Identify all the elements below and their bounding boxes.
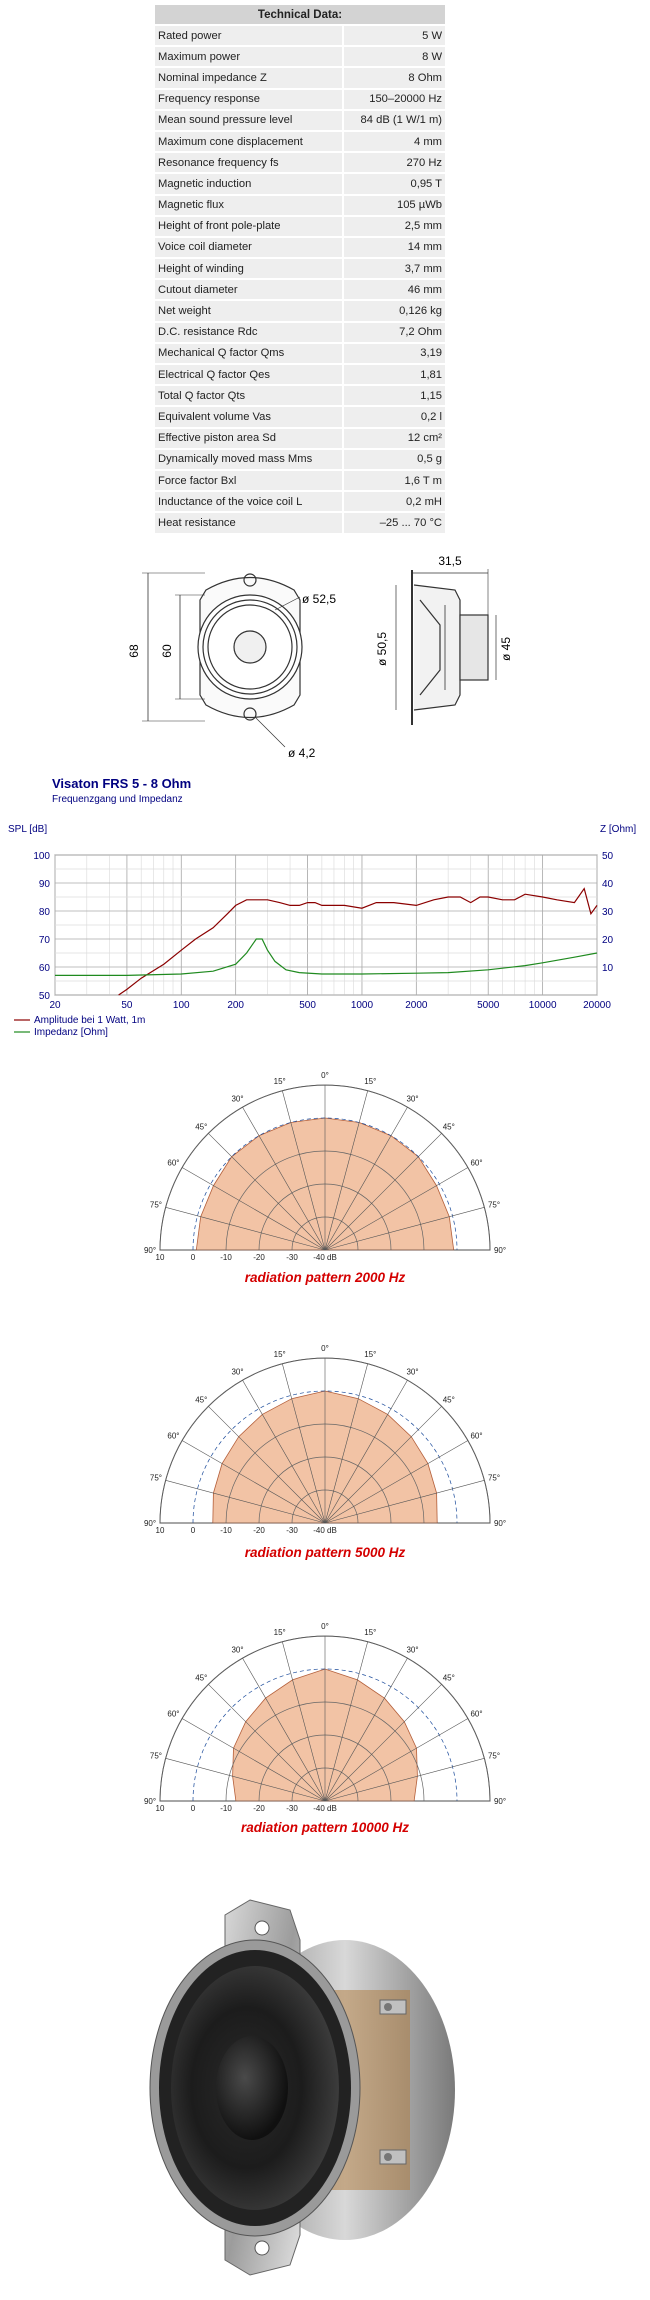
polar-angle-label: 30°: [406, 1094, 419, 1104]
spec-row: [155, 131, 445, 152]
spec-label: Voice coil diameter: [155, 237, 343, 258]
polar-angle-label: 30°: [231, 1367, 244, 1377]
x-tick-label: 50: [121, 1000, 133, 1011]
spec-label: Heat resistance: [155, 512, 343, 532]
dim-4-2-label: ø 4,2: [288, 746, 316, 760]
dim-45-label: ø 45: [499, 636, 513, 662]
polar-angle-label: 30°: [231, 1094, 244, 1104]
spec-label: Maximum power: [155, 46, 343, 67]
polar-chart-10000hz: [0, 1616, 650, 1816]
side-view-drawing: [396, 569, 496, 725]
dim-50-5-label: ø 50,5: [375, 631, 389, 667]
polar-angle-label: 90°: [143, 1519, 157, 1528]
x-tick-label: 100: [172, 1000, 190, 1011]
spec-label: Electrical Q factor Qes: [155, 364, 343, 385]
spec-value: 5 W: [343, 25, 445, 46]
spec-label: Net weight: [155, 300, 343, 321]
polar-db-label: -20: [253, 1526, 265, 1535]
spec-label: Equivalent volume Vas: [155, 406, 343, 427]
spec-row: [155, 237, 445, 258]
spec-value: 14 mm: [343, 237, 445, 258]
dimension-drawing: [0, 545, 650, 765]
polar-angle-label: 15°: [273, 1076, 286, 1086]
spec-row: [155, 491, 445, 512]
polar-angle-label: 45°: [442, 1673, 455, 1683]
spec-value: 2,5 mm: [343, 216, 445, 237]
spec-label: Effective piston area Sd: [155, 428, 343, 449]
dim-31-5-label: 31,5: [438, 554, 462, 568]
polar-db-label: -40 dB: [313, 1526, 337, 1535]
spec-value: 0,2 l: [343, 406, 445, 427]
polar-angle-label: 45°: [195, 1122, 208, 1132]
polar-angle-label: 15°: [364, 1627, 377, 1637]
x-tick-label: 10000: [528, 1000, 557, 1011]
spec-value: 3,7 mm: [343, 258, 445, 279]
dim-68-label: 68: [127, 644, 141, 658]
technical-data-table: [155, 5, 445, 533]
polar-db-label: -30: [286, 1804, 298, 1813]
x-tick-label: 500: [299, 1000, 316, 1011]
chart-title: Visaton FRS 5 - 8 Ohm: [52, 776, 192, 791]
spec-row: [155, 152, 445, 173]
spec-row: [155, 300, 445, 321]
spec-value: 1,6 T m: [343, 470, 445, 491]
polar-angle-label: 75°: [487, 1751, 501, 1761]
frequency-response-chart: [0, 770, 650, 1045]
polar-db-label: -10: [220, 1253, 232, 1262]
polar-angle-label: 90°: [493, 1519, 507, 1528]
dim-52-5-label: ø 52,5: [302, 592, 337, 606]
polar-angle-label: 15°: [273, 1349, 286, 1359]
spec-row: [155, 46, 445, 67]
spec-value: 84 dB (1 W/1 m): [343, 110, 445, 131]
polar-angle-label: 15°: [273, 1627, 286, 1637]
polar-db-label: -40 dB: [313, 1253, 337, 1262]
spec-label: Height of front pole-plate: [155, 216, 343, 237]
spec-row: [155, 428, 445, 449]
spec-value: 8 W: [343, 46, 445, 67]
y2-tick-label: 10: [602, 963, 614, 974]
spec-row: [155, 343, 445, 364]
polar-db-label: 10: [155, 1526, 165, 1535]
polar-angle-label: 75°: [487, 1473, 501, 1483]
polar-angle-label: 60°: [167, 1431, 180, 1441]
spec-row: [155, 67, 445, 88]
x-tick-label: 200: [227, 1000, 245, 1011]
legend-label: Amplitude bei 1 Watt, 1m: [34, 1015, 146, 1026]
polar-db-label: 0: [190, 1804, 196, 1813]
spec-label: Rated power: [155, 25, 343, 46]
speaker-front: [150, 1940, 360, 2236]
spec-label: Mean sound pressure level: [155, 110, 343, 131]
spec-value: 0,5 g: [343, 449, 445, 470]
polar-chart-5000hz: [0, 1338, 650, 1538]
spec-value: 4 mm: [343, 131, 445, 152]
polar-angle-label: 75°: [149, 1200, 163, 1210]
x-tick-label: 5000: [477, 1000, 500, 1011]
y2-tick-label: 30: [602, 907, 614, 918]
spec-row: [155, 449, 445, 470]
polar-angle-label: 0°: [321, 1071, 329, 1080]
spec-row: [155, 258, 445, 279]
polar-angle-label: 45°: [442, 1122, 455, 1132]
spec-row: [155, 406, 445, 427]
spec-value: 12 cm²: [343, 428, 445, 449]
polar-angle-label: 75°: [487, 1200, 501, 1210]
y-tick-label: 90: [38, 879, 50, 890]
spec-label: Mechanical Q factor Qms: [155, 343, 343, 364]
y-tick-label: 70: [38, 935, 50, 946]
polar-db-label: -30: [286, 1526, 298, 1535]
spec-value: 150–20000 Hz: [343, 89, 445, 110]
polar-angle-label: 90°: [493, 1246, 507, 1255]
spec-value: 0,2 mH: [343, 491, 445, 512]
polar-db-label: -40 dB: [313, 1804, 337, 1813]
spec-value: 1,81: [343, 364, 445, 385]
radiation-caption-5000hz: radiation pattern 5000 Hz: [244, 1545, 406, 1560]
radiation-caption-10000hz: radiation pattern 10000 Hz: [240, 1820, 410, 1835]
polar-angle-label: 60°: [470, 1431, 483, 1441]
spec-row: [155, 512, 445, 532]
spec-row: [155, 279, 445, 300]
dust-cap: [216, 2036, 288, 2140]
polar-angle-label: 15°: [364, 1349, 377, 1359]
y-tick-label: 50: [38, 991, 50, 1002]
polar-angle-label: 60°: [167, 1158, 180, 1168]
polar-angle-label: 75°: [149, 1473, 163, 1483]
polar-angle-label: 15°: [364, 1076, 377, 1086]
spec-row: [155, 110, 445, 131]
spec-row: [155, 322, 445, 343]
spec-label: Total Q factor Qts: [155, 385, 343, 406]
front-view-drawing: [142, 573, 302, 747]
spec-label: Maximum cone displacement: [155, 131, 343, 152]
spec-row: [155, 89, 445, 110]
spec-label: Force factor Bxl: [155, 470, 343, 491]
speaker-photo: [0, 1880, 650, 2295]
spec-value: –25 ... 70 °C: [343, 512, 445, 532]
spec-label: Magnetic induction: [155, 173, 343, 194]
polar-db-label: -30: [286, 1253, 298, 1262]
spec-value: 1,15: [343, 385, 445, 406]
y-tick-label: 80: [38, 907, 50, 918]
y-tick-label: 60: [38, 963, 50, 974]
spec-label: Resonance frequency fs: [155, 152, 343, 173]
polar-angle-label: 60°: [167, 1709, 180, 1719]
polar-angle-label: 90°: [143, 1797, 157, 1806]
x-tick-label: 20: [49, 1000, 61, 1011]
spec-value: 3,19: [343, 343, 445, 364]
polar-angle-label: 45°: [195, 1395, 208, 1405]
polar-angle-label: 75°: [149, 1751, 163, 1761]
polar-db-label: -20: [253, 1804, 265, 1813]
polar-db-label: 10: [155, 1804, 165, 1813]
polar-db-label: 0: [190, 1526, 196, 1535]
polar-db-label: -20: [253, 1253, 265, 1262]
polar-angle-label: 45°: [195, 1673, 208, 1683]
polar-angle-label: 90°: [493, 1797, 507, 1806]
spec-row: [155, 195, 445, 216]
spec-value: 0,95 T: [343, 173, 445, 194]
polar-angle-label: 90°: [143, 1246, 157, 1255]
spec-row: [155, 25, 445, 46]
radiation-caption-2000hz: radiation pattern 2000 Hz: [244, 1270, 406, 1285]
polar-angle-label: 0°: [321, 1344, 329, 1353]
spec-label: Height of winding: [155, 258, 343, 279]
polar-angle-label: 60°: [470, 1158, 483, 1168]
spec-row: [155, 470, 445, 491]
spec-value: 105 µWb: [343, 195, 445, 216]
polar-angle-label: 60°: [470, 1709, 483, 1719]
spec-label: Inductance of the voice coil L: [155, 491, 343, 512]
polar-chart-2000hz: [0, 1065, 650, 1265]
dim-60-label: 60: [160, 644, 174, 658]
x-tick-label: 2000: [405, 1000, 428, 1011]
polar-db-label: 10: [155, 1253, 165, 1262]
spec-label: Cutout diameter: [155, 279, 343, 300]
technical-data-title: Technical Data:: [155, 5, 445, 25]
spec-row: [155, 364, 445, 385]
polar-db-label: 0: [190, 1253, 196, 1262]
spec-row: [155, 216, 445, 237]
spec-label: Nominal impedance Z: [155, 67, 343, 88]
chart-subtitle: Frequenzgang und Impedanz: [52, 794, 183, 805]
spec-row: [155, 173, 445, 194]
spec-label: Dynamically moved mass Mms: [155, 449, 343, 470]
spec-value: 8 Ohm: [343, 67, 445, 88]
y-axis-label: SPL [dB]: [8, 824, 48, 835]
y-tick-label: 100: [33, 851, 50, 862]
y2-axis-label: Z [Ohm]: [600, 824, 637, 835]
legend-label: Impedanz [Ohm]: [34, 1027, 108, 1038]
x-tick-label: 20000: [583, 1000, 611, 1011]
spec-value: 0,126 kg: [343, 300, 445, 321]
spec-value: 270 Hz: [343, 152, 445, 173]
polar-angle-label: 30°: [231, 1645, 244, 1655]
spec-value: 46 mm: [343, 279, 445, 300]
spec-row: [155, 385, 445, 406]
polar-angle-label: 30°: [406, 1367, 419, 1377]
polar-angle-label: 0°: [321, 1622, 329, 1631]
x-tick-label: 1000: [350, 1000, 374, 1011]
spec-label: Frequency response: [155, 89, 343, 110]
spec-label: D.C. resistance Rdc: [155, 322, 343, 343]
y2-tick-label: 20: [602, 935, 614, 946]
polar-db-label: -10: [220, 1526, 232, 1535]
spec-value: 7,2 Ohm: [343, 322, 445, 343]
polar-angle-label: 45°: [442, 1395, 455, 1405]
polar-db-label: -10: [220, 1804, 232, 1813]
y2-tick-label: 40: [602, 879, 614, 890]
polar-angle-label: 30°: [406, 1645, 419, 1655]
spec-label: Magnetic flux: [155, 195, 343, 216]
y2-tick-label: 50: [602, 851, 614, 862]
